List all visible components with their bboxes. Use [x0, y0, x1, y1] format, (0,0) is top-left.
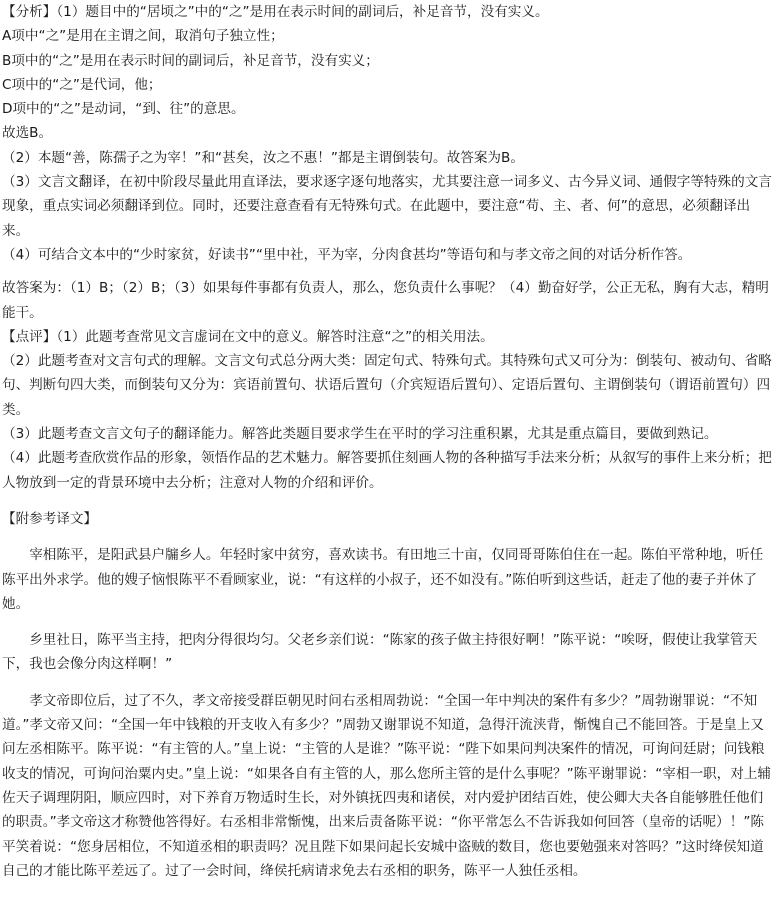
spacer [2, 495, 774, 507]
translation-section [2, 507, 774, 883]
analysis-line: （4）可结合文本中的“少时家贫，好读书”“里中社，平为宰，分肉食甚均”等语句和与孝文帝之间的对话分析作答。 [2, 246, 692, 263]
analysis-section [2, 0, 774, 267]
analysis-line: 故选B。 [2, 125, 53, 142]
answer-section [2, 276, 774, 325]
spacer [2, 531, 774, 543]
analysis-line: （2）本题“善，陈孺子之为宰！”和“甚矣，汝之不惠！”都是主谓倒装句。故答案为B。 [2, 149, 524, 166]
analysis-line: B项中的“之”是用在表示时间的副词后，补足音节，没有实义； [2, 52, 379, 69]
comment-section [2, 325, 774, 495]
comment-line: （4）此题考查欣赏作品的形象，领悟作品的艺术魅力。解答要抓住刻画人物的各种描写手法来分析；从叙写的事件上来分析；把人物放到一定的背景环境中去分析；注意对人物的介绍和评价。 [2, 450, 772, 491]
comment-line: 【点评】（1）此题考查常见文言虚词在文中的意义。解答时注意“之”的相关用法。 [2, 328, 494, 345]
spacer [2, 677, 774, 689]
comment-line: （2）此题考查对文言句式的理解。文言文句式总分两大类：固定句式、特殊句式。其特殊句式又可分为：倒装句、被动句、省略句、判断句四大类，而倒装句又分为：宾语前置句、状语后置句（介宾短语后置句）、定语后置句、主谓倒装句（谓语前置句）四类。 [2, 353, 772, 418]
analysis-line: D项中的“之”是动词，“到、往”的意思。 [2, 101, 245, 118]
translation-paragraph: 宰相陈平，是阳武县户牖乡人。年轻时家中贫穷，喜欢读书。有田地三十亩，仅同哥哥陈伯住在一起。陈伯平常种地，听任陈平出外求学。他的嫂子恼恨陈平不看顾家业，说：“有这样的小叔子，还不如没有。”陈伯听到这些话，赶走了他的妻子并休了她。 [2, 547, 764, 612]
translation-paragraph: 乡里社日，陈平当主持，把肉分得很均匀。父老乡亲们说：“陈家的孩子做主持很好啊！”陈平说：“唉呀，假使让我掌管天下，我也会像分肉这样啊！” [2, 632, 758, 673]
document-content [2, 0, 774, 883]
spacer [2, 267, 774, 276]
analysis-line: 【分析】（1）题目中的“居顷之”中的“之”是用在表示时间的副词后，补足音节，没有实义。 [2, 4, 549, 20]
analysis-line: （3）文言文翻译，在初中阶段尽量此用直译法，要求逐字逐句地落实，尤其要注意一词多义、古今异义词、通假字等特殊的文言现象，重点实词必须翻译到位。同时，还要注意查看有无特殊句式。在此题中，要注意“苟、主、者、何”的意思，必须翻译出来。 [2, 174, 772, 239]
spacer [2, 616, 774, 628]
translation-heading: 【附参考译文】 [2, 510, 98, 527]
analysis-line: C项中的“之”是代词，他； [2, 76, 162, 93]
comment-line: （3）此题考查文言文句子的翻译能力。解答此类题目要求学生在平时的学习注重积累，尤其是重点篇目，要做到熟记。 [2, 426, 718, 443]
answer-text: 故答案为：（1）B；（2）B；（3）如果每件事都有负责人，那么，您负责什么事呢？（4）勤奋好学，公正无私，胸有大志，精明能干。 [2, 280, 769, 321]
translation-paragraph: 孝文帝即位后，过了不久，孝文帝接受群臣朝见时问右丞相周勃说：“全国一年中判决的案件有多少？”周勃谢罪说：“不知道。”孝文帝又问：“全国一年中钱粮的开支收入有多少？”周勃又谢罪说不知道，急得汗流浃背，惭愧自己不能回答。于是皇上又问左丞相陈平。陈平说：“有主管的人。”皇上说：“主管的人是谁？”陈平说：“陛下如果问判决案件的情况，可询问廷尉；问钱粮收支的情况，可询问治粟内史。”皇上说：“如果各自有主管的人，那么您所主管的是什么事呢？”陈平谢罪说：“宰相一职，对上辅佐天子调理阴阳，顺应四时，对下养育万物适时生长，对外镇抚四夷和诸侯，对内爱护团结百姓，使公卿大夫各自能够胜任他们的职责。”孝文帝这才称赞他答得好。右丞相非常惭愧，出来后责备陈平说：“你平常怎么不告诉我如何回答（皇帝的话呢）！”陈平笑着说：“您身居相位，不知道丞相的职责吗？况且陛下如果问起长安城中盗贼的数目，您也要勉强来对答吗？”这时绛侯知道自己的才能比陈平差远了。过了一会时间，绛侯托病请求免去右丞相的职务，陈平一人独任丞相。 [2, 692, 772, 879]
analysis-line: A项中“之”是用在主谓之间，取消句子独立性； [2, 28, 284, 45]
